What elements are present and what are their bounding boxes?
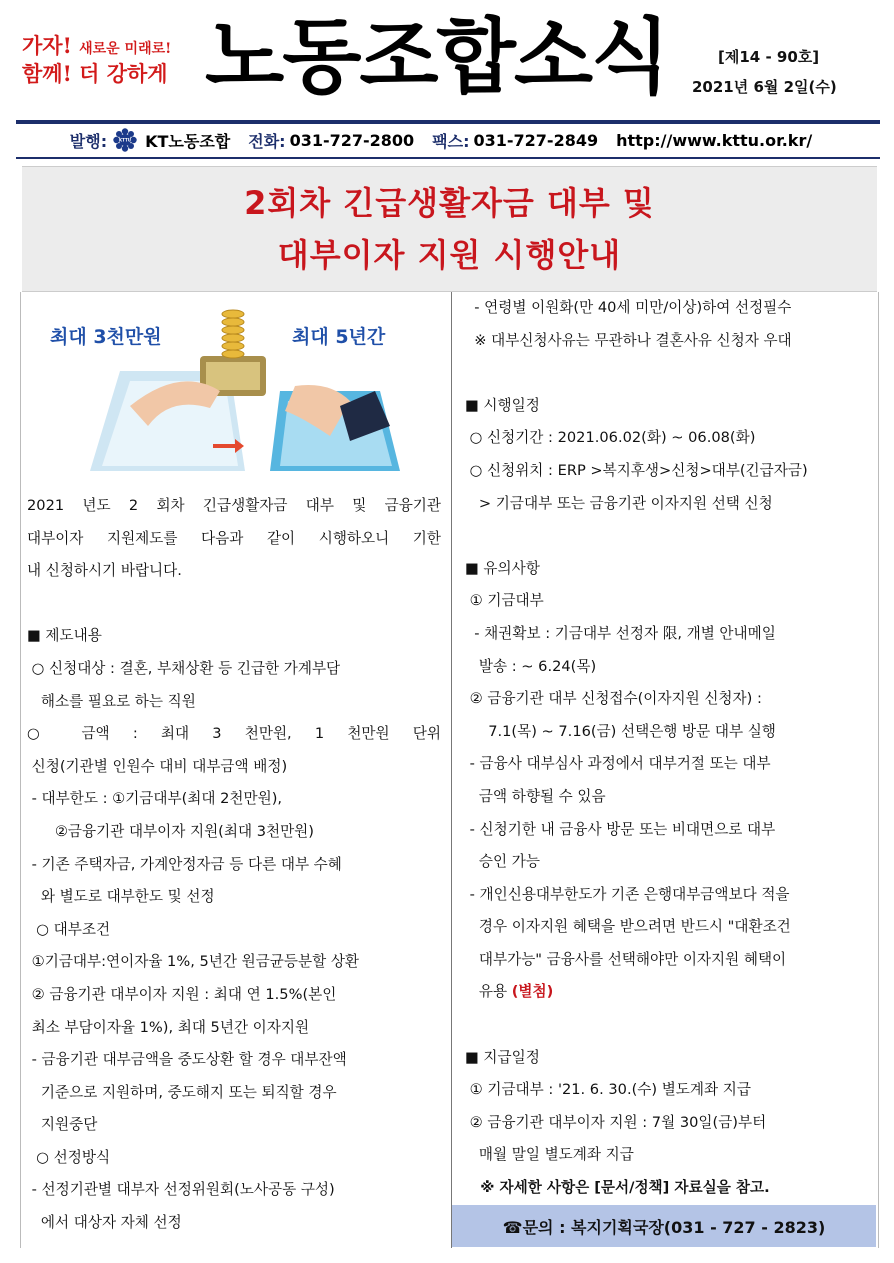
left-border <box>20 292 21 1248</box>
contact-box: ☎문의 : 복지기획국장(031 - 727 - 2823) <box>452 1205 876 1247</box>
body-line-text: 유용 <box>465 983 508 1001</box>
body-line: ○ 신청위치 : ERP >복지후생>신청>대부(긴급자금) <box>465 461 808 479</box>
body-line: ② 금융기관 대부이자 지원 : 7월 30일(금)부터 <box>465 1113 767 1131</box>
publisher-bar <box>16 125 880 155</box>
slogan-line2-b: 더 강하게 <box>79 61 168 87</box>
fax-number: 031-727-2849 <box>473 130 599 150</box>
body-line: - 금융기관 대부금액을 중도상환 할 경우 대부잔액 <box>27 1051 347 1069</box>
phone-label: 전화: <box>248 131 286 151</box>
website-link[interactable]: http://www.kttu.or.kr/ <box>616 130 813 150</box>
union-logo-icon <box>113 128 137 152</box>
blank-line <box>465 520 875 553</box>
body-line: ○ 신청기간 : 2021.06.02(화) ~ 06.08(화) <box>465 429 756 447</box>
publisher-label: 발행: <box>69 131 108 151</box>
newsletter-title: 노동조합소식 <box>205 10 669 105</box>
body-line: 최소 부담이자율 1%), 최대 5년간 이자지원 <box>27 1018 310 1036</box>
headline-line2: 대부이자 지원 시행안내 <box>277 236 622 274</box>
body-line: - 채권확보 : 기금대부 선정자 限, 개별 안내메일 <box>465 624 776 642</box>
body-line <box>465 976 875 1009</box>
right-border <box>878 292 879 1248</box>
caption-max-period: 최대 5년간 <box>292 326 386 348</box>
body-line: 경우 이자지원 혜택을 받으려면 반드시 "대환조건 <box>465 918 791 936</box>
caption-max-amount: 최대 3천만원 <box>50 326 162 348</box>
loan-illustration <box>30 296 440 476</box>
section-heading: ■ 시행일정 <box>465 396 540 414</box>
section-heading: ■ 제도내용 <box>27 627 102 645</box>
column-divider <box>451 292 452 1248</box>
body-line: ② 금융기관 대부 신청접수(이자지원 신청자) : <box>465 690 762 708</box>
body-line: 신청(기관별 인원수 대비 대부금액 배정) <box>27 757 288 775</box>
issue-date: 2021년 6월 2일(수) <box>692 78 837 96</box>
body-line: - 기존 주택자금, 가계안정자금 등 다른 대부 수혜 <box>27 855 342 873</box>
body-line: - 선정기관별 대부자 선정위원회(노사공동 구성) <box>27 1181 335 1199</box>
body-line: ○ 선정방식 <box>27 1148 111 1166</box>
bottom-rule <box>16 157 880 159</box>
body-line: ② 금융기관 대부이자 지원 : 최대 연 1.5%(본인 <box>27 985 337 1003</box>
body-line: - 금융사 대부심사 과정에서 대부거절 또는 대부 <box>465 755 771 773</box>
body-line: ※ 대부신청사유는 무관하나 결혼사유 신청자 우대 <box>465 331 792 349</box>
intro-line: 2021 년도 2 회차 긴급생활자금 대부 및 금융기관 <box>27 497 441 514</box>
headline-line1: 2회차 긴급생활자금 대부 및 <box>244 184 655 222</box>
section-heading: ■ 지급일정 <box>465 1048 540 1066</box>
attachment-note: (별첨) <box>511 983 554 1001</box>
publisher-name: KT노동조합 <box>145 131 231 151</box>
body-line: 금액 하향될 수 있음 <box>465 787 606 805</box>
slogan-line1-a: 가자! <box>22 33 72 58</box>
headline-box <box>22 166 877 292</box>
blank-line <box>27 588 441 621</box>
body-line: 지원중단 <box>27 1116 98 1134</box>
body-line: > 기금대부 또는 금융기관 이자지원 선택 신청 <box>465 494 773 512</box>
body-line: ○ 금액 : 최대 3 천만원, 1 천만원 단위 <box>27 725 441 743</box>
intro-line: 대부이자 지원제도를 다음과 같이 시행하오니 기한 <box>27 529 441 547</box>
left-column <box>27 490 441 1240</box>
body-line: 매월 말일 별도계좌 지급 <box>465 1146 634 1164</box>
body-line: ○ 대부조건 <box>27 920 111 938</box>
body-line: - 신청기한 내 금융사 방문 또는 비대면으로 대부 <box>465 820 776 838</box>
body-line: 발송 : ~ 6.24(목) <box>465 657 597 675</box>
body-line: ① 기금대부 : '21. 6. 30.(수) 별도계좌 지급 <box>465 1081 751 1099</box>
body-line: 7.1(목) ~ 7.16(금) 선택은행 방문 대부 실행 <box>465 722 776 740</box>
blank-line <box>465 1009 875 1042</box>
body-line: ①기금대부:연이자율 1%, 5년간 원금균등분할 상환 <box>27 953 360 971</box>
body-line: - 개인신용대부한도가 기존 은행대부금액보다 적을 <box>465 885 790 903</box>
section-heading: ■ 유의사항 <box>465 559 540 577</box>
body-line: ○ 신청대상 : 결혼, 부채상환 등 긴급한 가계부담 <box>27 659 341 677</box>
body-line: 에서 대상자 자체 선정 <box>27 1214 182 1232</box>
slogan-line1-b: 새로운 미래로! <box>79 41 172 57</box>
slogan <box>22 32 197 89</box>
body-line: - 연령별 이원화(만 40세 미만/이상)하여 선정필수 <box>465 299 792 316</box>
intro-line: 내 신청하시기 바랍니다. <box>27 562 182 580</box>
phone-number: 031-727-2800 <box>289 130 415 150</box>
body-line: 승인 가능 <box>465 853 540 871</box>
fax-label: 팩스: <box>432 131 470 151</box>
logo-text: KTTU <box>119 137 132 143</box>
body-line: 대부가능" 금융사를 선택해야만 이자지원 혜택이 <box>465 950 787 968</box>
body-line: ① 기금대부 <box>465 592 544 610</box>
issue-number: [제14 - 90호] <box>718 48 820 66</box>
body-line: 해소를 필요로 하는 직원 <box>27 692 196 710</box>
slogan-line2-a: 함께! <box>22 61 72 87</box>
body-line: 기준으로 지원하며, 중도해지 또는 퇴직할 경우 <box>27 1083 337 1101</box>
reference-note: ※ 자세한 사항은 [문서/정책] 자료실을 참고. <box>465 1179 770 1197</box>
body-line: ②금융기관 대부이자 지원(최대 3천만원) <box>27 822 314 840</box>
right-column <box>465 292 875 1205</box>
top-rule <box>16 120 880 124</box>
blank-line <box>465 357 875 390</box>
body-line: - 대부한도 : ①기금대부(최대 2천만원), <box>27 790 283 808</box>
body-line: 와 별도로 대부한도 및 선정 <box>27 888 215 906</box>
